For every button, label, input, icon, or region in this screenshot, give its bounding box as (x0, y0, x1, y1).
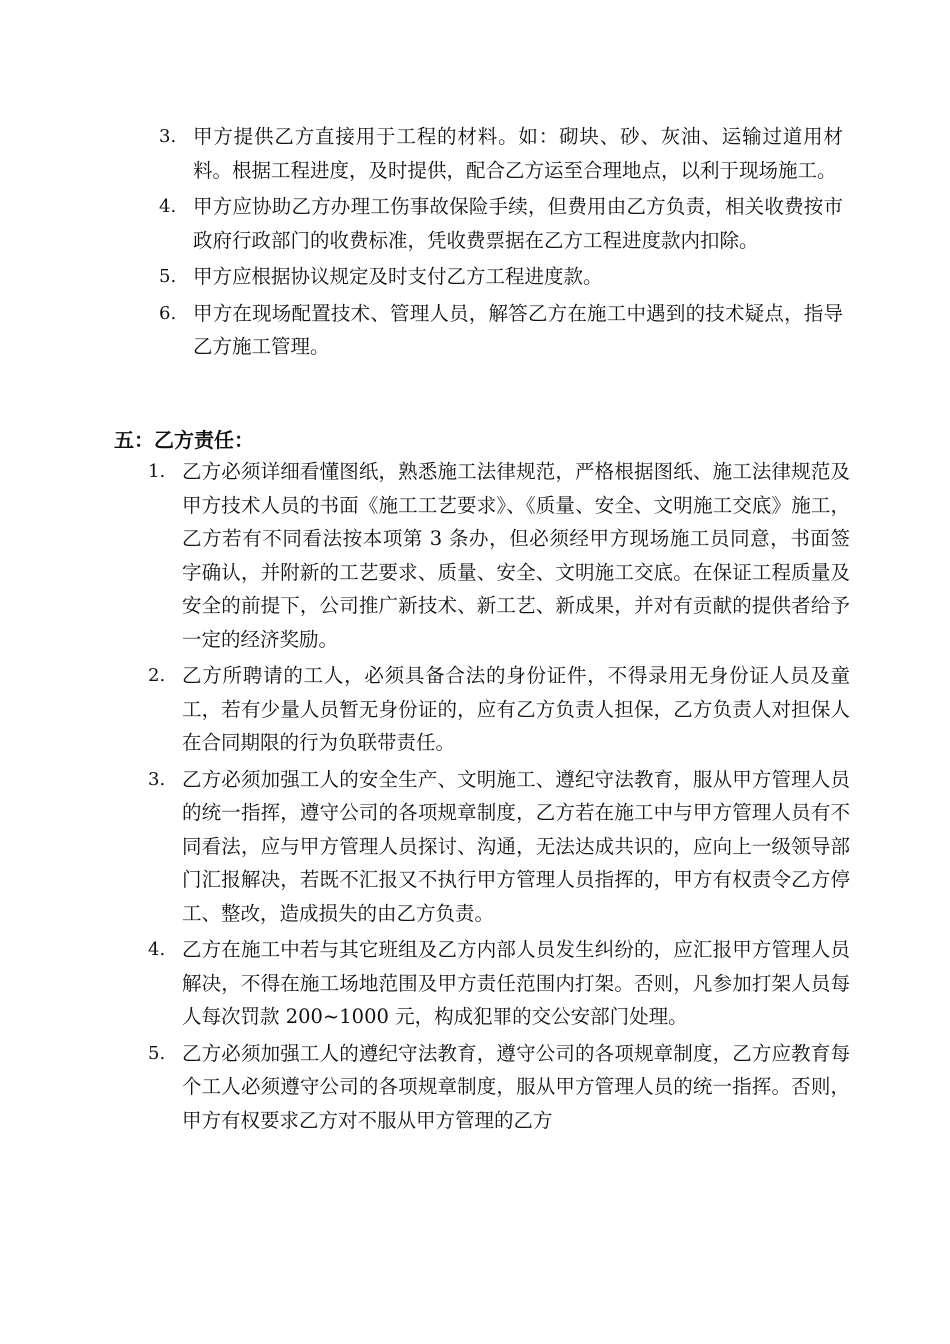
item-text: 乙方必须加强工人的遵纪守法教育，遵守公司的各项规章制度，乙方应教育每个工人必须遵守公司的各项规章制度，服从甲方管理人员的统一指挥。否则，甲方有权要求乙方对不服从甲方管理的乙方 (182, 1041, 850, 1132)
list-item (148, 659, 850, 760)
item-text: 乙方在施工中若与其它班组及乙方内部人员发生纠纷的，应汇报甲方管理人员解决，不得在施工场地范围及甲方责任范围内打架。否则，凡参加打架人员每人每次罚款 200~1000 元，构成犯罪的交公安部门处理。 (182, 938, 850, 1028)
item-number: 3. (159, 126, 177, 147)
item-text: 甲方在现场配置技术、管理人员，解答乙方在施工中遇到的技术疑点，指导乙方施工管理。 (193, 301, 843, 358)
item-text: 甲方应根据协议规定及时支付乙方工程进度款。 (193, 265, 603, 288)
item-number: 5. (159, 266, 177, 287)
item-number: 3. (148, 768, 166, 790)
item-number: 4. (159, 196, 177, 217)
list-item (159, 190, 843, 257)
section-heading: 五：乙方责任： (114, 428, 254, 452)
list-item (159, 260, 843, 294)
list-item (148, 455, 850, 656)
list-item (159, 297, 843, 364)
item-text: 乙方必须详细看懂图纸，熟悉施工法律规范，严格根据图纸、施工法律规范及甲方技术人员的书面《施工工艺要求》、《质量、安全、文明施工交底》施工，乙方若有不同看法按本项第 3 条办，但必须经甲方现场施工员同意，书面签字确认，并附新的工艺要求、质量、安全、文明施工交底。在保证工程质量及安全的前提下，公司推广新技术、新工艺、新成果，并对有贡献的提供者给予一定的经济奖励。 (182, 460, 850, 651)
item-text: 甲方提供乙方直接用于工程的材料。如：砌块、砂、灰油、运输过道用材料。根据工程进度，及时提供，配合乙方运至合理地点，以利于现场施工。 (193, 125, 843, 182)
item-text: 甲方应协助乙方办理工伤事故保险手续，但费用由乙方负责，相关收费按市政府行政部门的收费标准，凭收费票据在乙方工程进度款内扣除。 (193, 195, 843, 252)
list-item (159, 120, 843, 187)
item-number: 1. (148, 461, 166, 482)
list-item (148, 933, 850, 1034)
contractor-duties-list (148, 455, 850, 1140)
item-number: 6. (159, 302, 177, 324)
item-number: 2. (148, 665, 166, 686)
item-number: 4. (148, 939, 166, 960)
list-item (148, 1037, 850, 1138)
item-number: 5. (148, 1042, 166, 1064)
item-text: 乙方必须加强工人的安全生产、文明施工、遵纪守法教育，服从甲方管理人员的统一指挥，遵守公司的各项规章制度，乙方若在施工中与甲方管理人员有不同看法，应与甲方管理人员探讨、沟通，无法达成共识的，应向上一级领导部门汇报解决，若既不汇报又不执行甲方管理人员指挥的，甲方有权责令乙方停工、整改，造成损失的由乙方负责。 (182, 767, 850, 925)
owner-duties-list (159, 120, 843, 367)
item-text: 乙方所聘请的工人，必须具备合法的身份证件，不得录用无身份证人员及童工，若有少量人员暂无身份证的，应有乙方负责人担保，乙方负责人对担保人在合同期限的行为负联带责任。 (182, 664, 850, 754)
list-item (148, 763, 850, 931)
